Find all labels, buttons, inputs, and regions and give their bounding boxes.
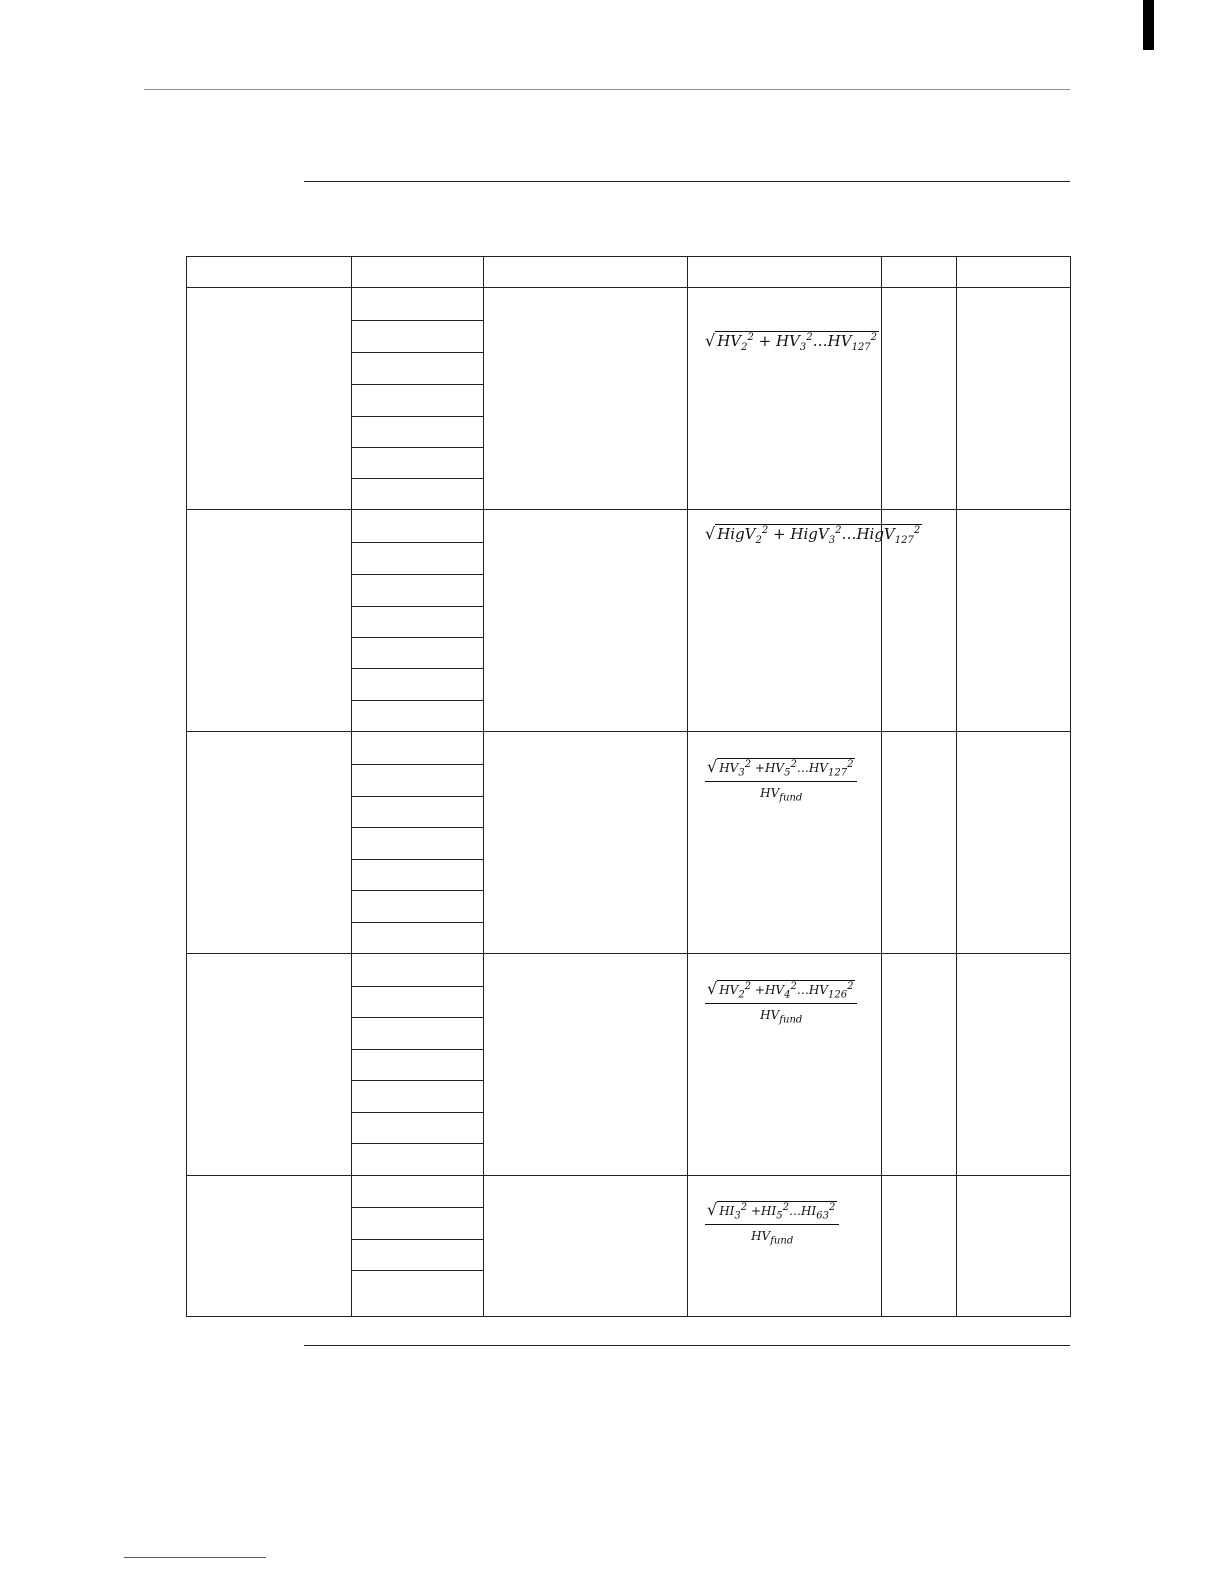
formula-odd-harmonics: $\frac{√ HV_3^2 +HV_5^2\dots HV_{127}^2}{HV_{fund}}$ bbox=[705, 757, 857, 804]
subrow-divider bbox=[351, 1143, 483, 1144]
table-row bbox=[187, 954, 1071, 1176]
subrow-divider bbox=[351, 637, 483, 638]
header-rule bbox=[144, 89, 1070, 90]
subrow-divider bbox=[351, 1080, 483, 1081]
section-rule-top bbox=[304, 181, 1070, 182]
subrow-divider bbox=[351, 1207, 483, 1208]
footnote-rule bbox=[124, 1557, 266, 1558]
subrow-divider bbox=[351, 859, 483, 860]
formula-thd-voltage: √ $HV_2^2$ + $HV_3^2\dots HV_{127}^2$ bbox=[705, 331, 878, 353]
subrow-divider bbox=[351, 1017, 483, 1018]
subrow-divider bbox=[351, 574, 483, 575]
subrow-divider bbox=[351, 986, 483, 987]
subrow-divider bbox=[351, 416, 483, 417]
table-row bbox=[187, 510, 1071, 732]
subrow-divider bbox=[351, 796, 483, 797]
table-row bbox=[187, 288, 1071, 510]
formula-even-harmonics: $\frac{√ HV_2^2 +HV_4^2\dots HV_{126}^2}{HV_{fund}}$ bbox=[705, 979, 857, 1026]
subrow-divider bbox=[351, 384, 483, 385]
section-rule-bottom bbox=[304, 1345, 1070, 1346]
measurement-table bbox=[186, 256, 1071, 1317]
subrow-divider bbox=[351, 352, 483, 353]
formula-high-voltage: √ HigV$_2^2$ + HigV$_3^2$…HigV$_{127}^2$ bbox=[705, 524, 921, 546]
subrow-divider bbox=[351, 764, 483, 765]
subrow-divider bbox=[351, 447, 483, 448]
subrow-divider bbox=[351, 1112, 483, 1113]
table-row bbox=[187, 732, 1071, 954]
subrow-divider bbox=[351, 1239, 483, 1240]
subrow-divider bbox=[351, 827, 483, 828]
subrow-divider bbox=[351, 700, 483, 701]
subrow-divider bbox=[351, 668, 483, 669]
subrow-divider bbox=[351, 606, 483, 607]
page-edge-marker bbox=[1143, 0, 1154, 50]
subrow-divider bbox=[351, 478, 483, 479]
subrow-divider bbox=[351, 1049, 483, 1050]
subrow-divider bbox=[351, 1270, 483, 1271]
subrow-divider bbox=[351, 320, 483, 321]
subrow-divider bbox=[351, 922, 483, 923]
table-row bbox=[187, 1176, 1071, 1317]
formula-current-harmonics: $\frac{√ HI_3^2 +HI_5^2\dots HI_{63}^2}{HV_{fund}}$ bbox=[705, 1200, 839, 1247]
subrow-divider bbox=[351, 890, 483, 891]
table-header-row bbox=[187, 257, 1071, 288]
subrow-divider bbox=[351, 542, 483, 543]
